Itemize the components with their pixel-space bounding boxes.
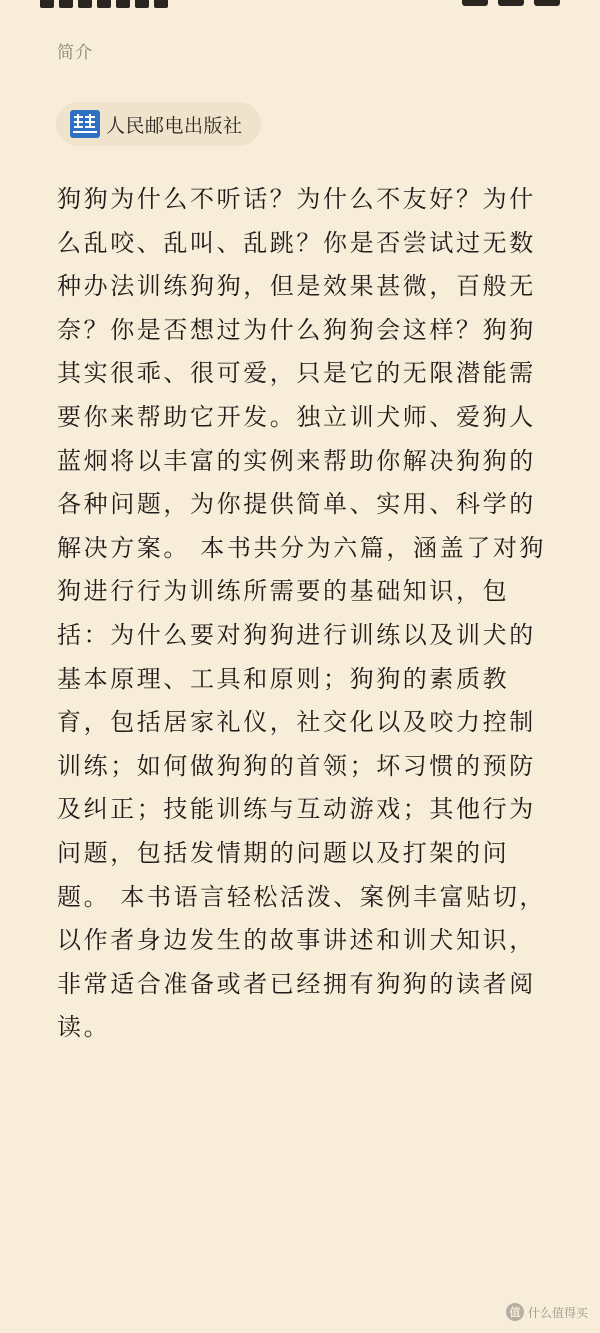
intro-paragraph: 狗狗为什么不听话？为什么不友好？为什么乱咬、乱叫、乱跳？你是否尝试过无数种办法训练狗狗，但是效果甚微，百般无奈？你是否想过为什么狗狗会这样？狗狗其实很乖、很可爱，只是它的无限潜能需要你来帮助它开发。独立训犬师、爱狗人蓝炯将以丰富的实例来帮助你解决狗狗的各种问题，为你提供简单、实用、科学的解决方案。 本书共分为六篇，涵盖了对狗狗进行行为训练所需要的基础知识，包括：为什么要对狗狗进行训练以及训犬的基本原理、工具和原则；狗狗的素质教育，包括居家礼仪，社交化以及咬力控制训练；如何做狗狗的首领；坏习惯的预防及纠正；技能训练与互动游戏；其他行为问题，包括发情期的问题以及打架的问题。 本书语言轻松活泼、案例丰富贴切，以作者身边发生的故事讲述和训犬知识，非常适合准备或者已经拥有狗狗的读者阅读。: [57, 185, 547, 1042]
publisher-name: 人民邮电出版社: [106, 114, 243, 137]
status-bar: [0, 0, 600, 14]
publisher-chip[interactable]: [56, 102, 261, 146]
section-label-intro: 简介: [57, 43, 93, 63]
smzdm-logo-icon: 值: [506, 1303, 524, 1321]
status-bar-left-icons: [40, 0, 168, 8]
zhishu-logo-icon: [70, 110, 100, 138]
watermark-text: 什么值得买: [527, 1305, 588, 1320]
watermark: [506, 1303, 588, 1321]
status-bar-right-icons: [462, 0, 560, 6]
